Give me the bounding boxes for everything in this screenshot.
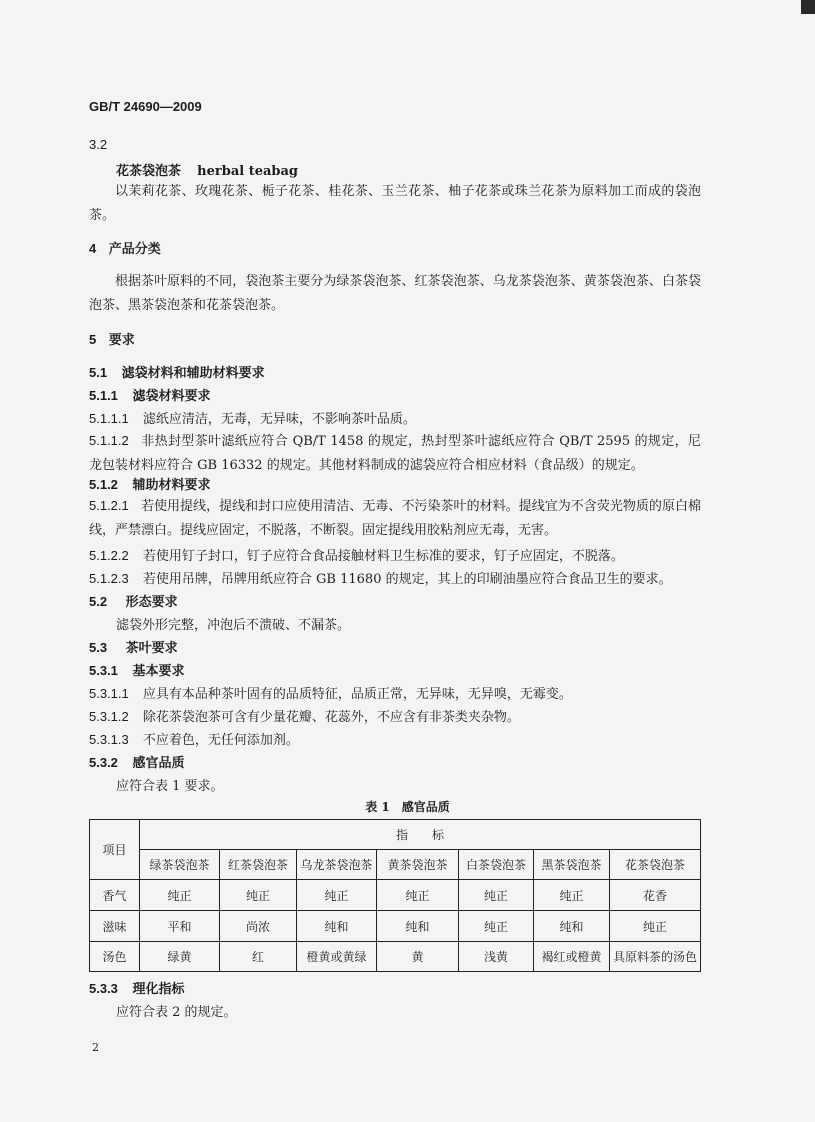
column-header: 绿茶袋泡茶 <box>140 850 220 880</box>
row-label: 汤色 <box>90 942 140 972</box>
table-cell: 纯和 <box>297 911 377 942</box>
table-cell: 纯正 <box>610 911 701 942</box>
table-cell: 纯正 <box>297 880 377 911</box>
clause-5-3-2-heading: 5.3.2 感官品质 <box>89 755 185 771</box>
column-header: 黄茶袋泡茶 <box>377 850 459 880</box>
clause-number-3-2: 3.2 <box>89 137 108 152</box>
table-cell: 褐红或橙黄 <box>534 942 610 972</box>
table-cell: 红 <box>220 942 297 972</box>
clause-5-1-2-3: 5.1.2.3 若使用吊牌，吊牌用纸应符合 GB 11680 的规定，其上的印刷油墨应符合食品卫生的要求。 <box>89 571 672 587</box>
section-4-body: 根据茶叶原料的不同，袋泡茶主要分为绿茶袋泡茶、红茶袋泡茶、乌龙茶袋泡茶、黄茶袋泡茶、白茶袋泡茶、黑茶袋泡茶和花茶袋泡茶。 <box>89 274 701 313</box>
column-header: 乌龙茶袋泡茶 <box>297 850 377 880</box>
term-herbal-teabag <box>116 160 298 179</box>
page-number: 2 <box>92 1041 99 1054</box>
standard-code: GB/T 24690—2009 <box>89 99 202 114</box>
clause-5-3-3-heading: 5.3.3 理化指标 <box>89 981 185 997</box>
table-cell: 纯正 <box>140 880 220 911</box>
row-label: 滋味 <box>90 911 140 942</box>
column-header: 花茶袋泡茶 <box>610 850 701 880</box>
table-header-indicator: 指 标 <box>140 820 701 850</box>
clause-5-1-2-heading: 5.1.2 辅助材料要求 <box>89 477 211 493</box>
table-cell: 橙黄或黄绿 <box>297 942 377 972</box>
table-cell: 平和 <box>140 911 220 942</box>
table-header-item: 项目 <box>90 820 140 880</box>
column-header: 黑茶袋泡茶 <box>534 850 610 880</box>
column-header: 红茶袋泡茶 <box>220 850 297 880</box>
table-1-sensory-quality <box>89 819 701 972</box>
table-cell: 尚浓 <box>220 911 297 942</box>
table-cell: 纯正 <box>377 880 459 911</box>
section-4-heading: 4 产品分类 <box>89 241 161 257</box>
term-en: herbal teabag <box>197 164 299 179</box>
clause-5-1-1-1: 5.1.1.1 滤纸应清洁，无毒，无异味，不影响茶叶品质。 <box>89 411 416 427</box>
table-cell: 纯正 <box>534 880 610 911</box>
table-row <box>90 942 701 972</box>
table-cell: 绿黄 <box>140 942 220 972</box>
table-cell: 浅黄 <box>459 942 534 972</box>
table-cell: 纯正 <box>459 911 534 942</box>
clause-5-3-1-3: 5.3.1.3 不应着色，无任何添加剂。 <box>89 732 299 748</box>
clause-5-3-2-text: 应符合表 1 要求。 <box>116 779 224 794</box>
row-label: 香气 <box>90 880 140 911</box>
clause-5-3-1-2: 5.3.1.2 除花茶袋泡茶可含有少量花瓣、花蕊外，不应含有非茶类夹杂物。 <box>89 709 520 725</box>
clause-5-1-heading: 5.1 滤袋材料和辅助材料要求 <box>89 365 265 381</box>
table-cell: 花香 <box>610 880 701 911</box>
column-header: 白茶袋泡茶 <box>459 850 534 880</box>
clause-5-3-1-heading: 5.3.1 基本要求 <box>89 663 185 679</box>
table-1-caption: 表 1 感官品质 <box>365 800 450 814</box>
table-cell: 纯和 <box>534 911 610 942</box>
clause-5-1-2-1: 5.1.2.1 若使用提线，提线和封口应使用清洁、无毒、不污染茶叶的材料。提线宜为不含荧光物质的原白棉线，严禁漂白。提线应固定，不脱落，不断裂。固定提线用胶粘剂应无毒，无害。 <box>89 498 701 538</box>
section-5-heading: 5 要求 <box>89 332 135 348</box>
table-cell: 黄 <box>377 942 459 972</box>
term-definition: 以茉莉花茶、玫瑰花茶、栀子花茶、桂花茶、玉兰花茶、柚子花茶或珠兰花茶为原料加工而成的袋泡茶。 <box>89 184 701 223</box>
table-cell: 纯正 <box>220 880 297 911</box>
clause-5-3-1-1: 5.3.1.1 应具有本品种茶叶固有的品质特征，品质正常，无异味，无异嗅，无霉变。 <box>89 686 572 702</box>
table-cell: 具原料茶的汤色 <box>610 942 701 972</box>
scan-corner-mark <box>801 0 815 14</box>
clause-5-1-2-2: 5.1.2.2 若使用钉子封口，钉子应符合食品接触材料卫生标准的要求，钉子应固定，不脱落。 <box>89 548 624 564</box>
table-row <box>90 880 701 911</box>
term-cn: 花茶袋泡茶 <box>116 164 182 179</box>
clause-5-1-1-2: 5.1.1.2 非热封型茶叶滤纸应符合 QB/T 1458 的规定，热封型茶叶滤纸应符合 QB/T 2595 的规定，尼龙包装材料应符合 GB 16332 的规定。其他材料制成的滤袋应符合相应材料（食品级）的规定。 <box>89 433 701 473</box>
clause-5-3-heading: 5.3 茶叶要求 <box>89 640 178 656</box>
table-row <box>90 911 701 942</box>
clause-5-3-3-text: 应符合表 2 的规定。 <box>116 1005 237 1020</box>
clause-5-2-heading: 5.2 形态要求 <box>89 594 178 610</box>
table-cell: 纯和 <box>377 911 459 942</box>
table-cell: 纯正 <box>459 880 534 911</box>
clause-5-2-text: 滤袋外形完整，冲泡后不溃破、不漏茶。 <box>116 618 351 633</box>
clause-5-1-1-heading: 5.1.1 滤袋材料要求 <box>89 388 211 404</box>
